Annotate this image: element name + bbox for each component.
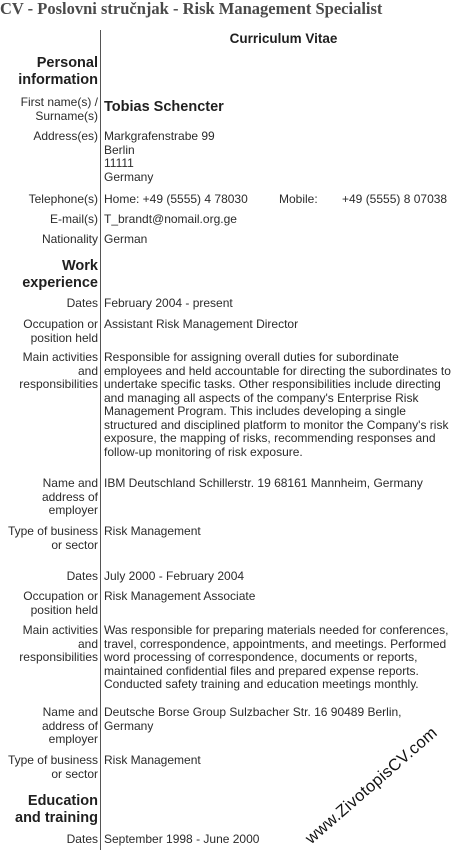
mobile-label: Mobile: <box>279 192 318 206</box>
section-heading-education: Education and training <box>15 793 98 826</box>
job1-business: Risk Management <box>104 524 201 538</box>
job2-dates-label: Dates <box>66 569 98 583</box>
job1-business-label: Type of business or sector <box>7 524 98 552</box>
telephone-mobile: +49 (5555) 8 07038 <box>342 192 448 206</box>
section-heading-personal: Personal information <box>18 55 98 88</box>
job1-employer-label: Name and address of employer <box>41 476 98 517</box>
name-label: First name(s) / Surname(s) <box>20 95 98 123</box>
nationality-value: German <box>104 232 148 246</box>
address-label: Address(es) <box>33 129 98 143</box>
job1-dates-label: Dates <box>66 296 98 310</box>
job2-business-label: Type of business or sector <box>7 753 98 781</box>
job2-employer: Deutsche Borse Group Sulzbacher Str. 16 90489 Berlin, Germany <box>104 705 402 733</box>
telephone-home: Home: +49 (5555) 4 78030 <box>104 192 248 206</box>
job2-activities-label: Main activities and responsibilities <box>19 623 98 664</box>
job1-occupation-label: Occupation or position held <box>23 317 98 345</box>
telephone-label: Telephone(s) <box>28 192 98 206</box>
job1-activities-label: Main activities and responsibilities <box>19 350 98 391</box>
job1-occupation: Assistant Risk Management Director <box>104 317 299 331</box>
job2-dates: July 2000 - February 2004 <box>104 569 245 583</box>
column-divider <box>100 30 101 850</box>
job1-activities: Responsible for assigning overall duties for subordinate employees and held accountable for directing the subordinates to undertake specific tasks. Other responsibilities include directing and managing all aspects of the company's Enterprise Risk Management Program. This includes developing a single structured and disciplined platform to monitor the Company's risk exposure, the mapping of risks, recommending responses and follow-up monitoring of risk exposure. <box>104 350 451 459</box>
email-label: E-mail(s) <box>50 212 98 226</box>
site-watermark: www.ZivotopisCV.com <box>302 723 441 848</box>
job1-employer: IBM Deutschland Schillerstr. 19 68161 Mannheim, Germany <box>104 476 423 490</box>
education-dates-label: Dates <box>66 832 98 846</box>
nationality-label: Nationality <box>41 232 98 246</box>
section-heading-work: Work experience <box>22 258 98 291</box>
address-value: Markgrafenstrabe 99 Berlin 11111 Germany <box>104 129 215 184</box>
job2-employer-label: Name and address of employer <box>41 705 98 746</box>
job2-occupation: Risk Management Associate <box>104 589 256 603</box>
education-dates: September 1998 - June 2000 <box>104 832 260 846</box>
job2-business: Risk Management <box>104 753 201 767</box>
person-name: Tobias Schencter <box>104 99 224 115</box>
cv-title: Curriculum Vitae <box>229 31 338 46</box>
job2-occupation-label: Occupation or position held <box>23 589 98 617</box>
job1-dates: February 2004 - present <box>104 296 233 310</box>
email-value: T_brandt@nomail.org.ge <box>104 212 237 226</box>
job2-activities: Was responsible for preparing materials needed for conferences, travel, correspondence, appointments, and meetings. Performed word processing of correspondence, documents or reports, maintained confidential files and prepared expense reports. Conducted safety training and education meetings monthly. <box>104 623 449 691</box>
page-banner: CV - Poslovni stručnjak - Risk Management Specialist <box>0 0 383 18</box>
telephone-value <box>104 193 463 207</box>
